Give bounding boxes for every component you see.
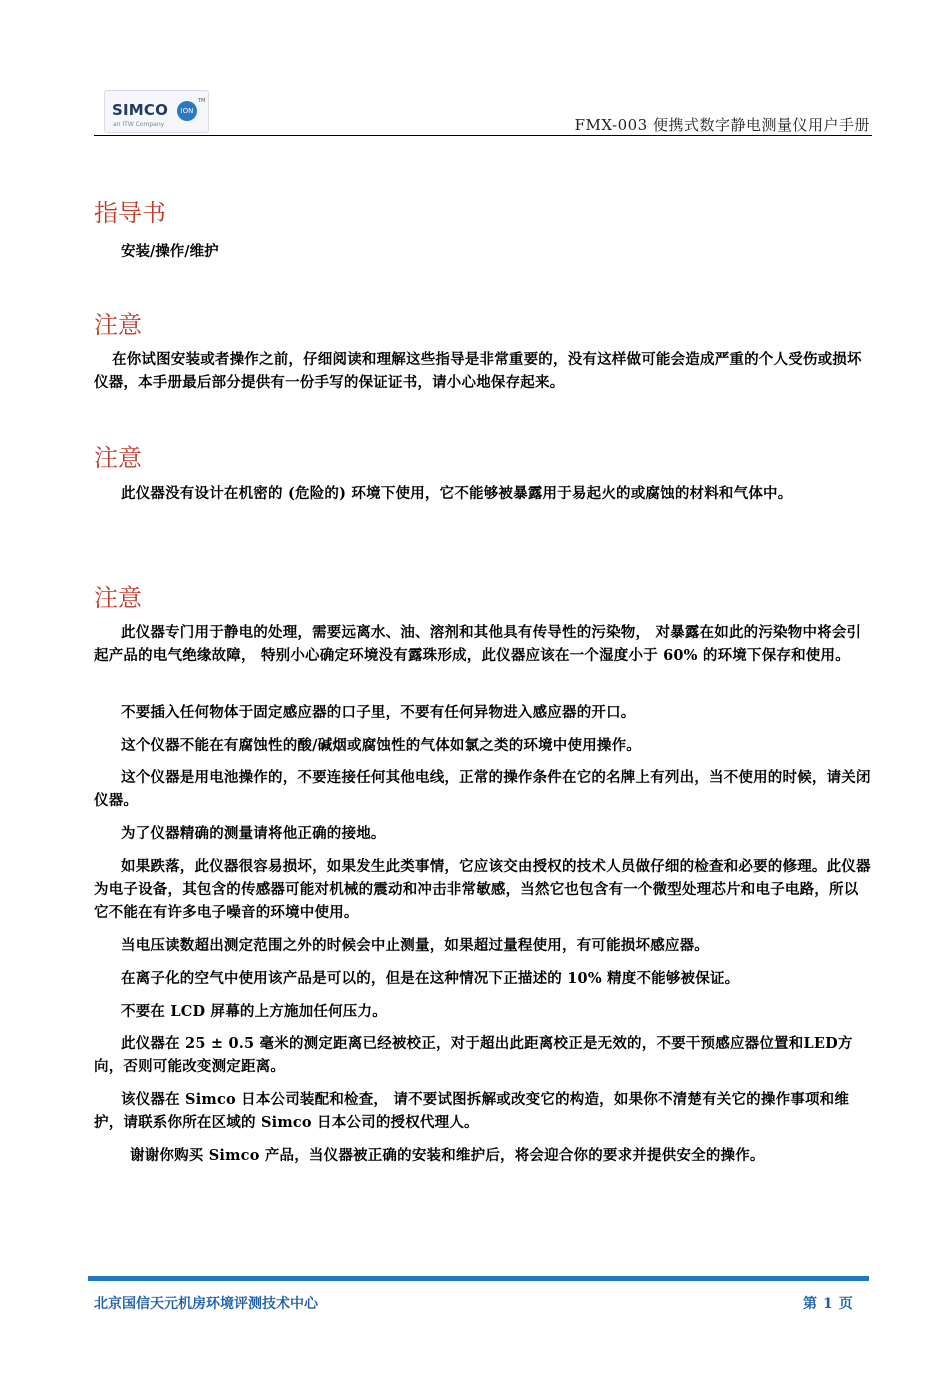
- footer-divider: [88, 1276, 869, 1281]
- logo-subtitle: an ITW Company: [113, 121, 165, 128]
- notice-paragraph: 为了仪器精确的测量请将他正确的接地。: [121, 825, 386, 842]
- section-heading-notice-3: 注意: [94, 584, 142, 612]
- notice-paragraph: 这个仪器是用电池操作的，不要连接任何其他电线，正常的操作条件在它的名牌上有列出，当不使用的时候，请关闭仪器。: [94, 769, 871, 809]
- section-subtitle: 安装/操作/维护: [121, 243, 219, 260]
- notice-paragraph: 不要在 LCD 屏幕的上方施加任何压力。: [121, 1003, 387, 1020]
- notice-paragraph: 如果跌落，此仪器很容易损坏，如果发生此类事情，它应该交由授权的技术人员做仔细的检查和必要的修理。此仪器为电子设备，其包含的传感器可能对机械的震动和冲击非常敏感，当然它也包含有一个微型处理芯片和电子电路，所以它不能在有许多电子噪音的环境中使用。: [94, 858, 871, 921]
- simco-logo: [104, 90, 209, 133]
- page-number-label: [800, 1293, 856, 1313]
- footer-organization: 北京国信天元机房环境评测技术中心: [94, 1296, 318, 1312]
- notice-paragraph: 此仪器在 25 ± 0.5 毫米的测定距离已经被校正，对于超出此距离校正是无效的，不要干预感应器位置和LED方向，否则可能改变测定距离。: [94, 1035, 853, 1075]
- logo-trademark: TM: [198, 98, 206, 104]
- page-number: 1: [823, 1296, 833, 1312]
- section-heading-notice-2: 注意: [94, 444, 142, 472]
- page-suffix: 页: [838, 1296, 853, 1312]
- notice-paragraph: 此仪器专门用于静电的处理，需要远离水、油、溶剂和其他具有传导性的污染物， 对暴露在如此的污染物中将会引起产品的电气绝缘故障， 特别小心确定环境没有露珠形成，此仪器应该在一个湿度小于 60% 的环境下保存和使用。: [94, 624, 862, 664]
- notice-paragraph: 当电压读数超出测定范围之外的时候会中止测量，如果超过量程使用，有可能损坏感应器。: [121, 937, 709, 954]
- logo-text: SIMCO: [112, 101, 169, 119]
- section-heading-notice-1: 注意: [94, 311, 142, 339]
- notice-paragraph: 谢谢你购买 Simco 产品，当仪器被正确的安装和维护后，将会迎合你的要求并提供安全的操作。: [130, 1147, 765, 1164]
- notice-paragraph-1: 在你试图安装或者操作之前，仔细阅读和理解这些指导是非常重要的，没有这样做可能会造成严重的个人受伤或损坏仪器，本手册最后部分提供有一份手写的保证证书，请小心地保存起来。: [94, 351, 862, 391]
- notice-paragraph: 不要插入任何物体于固定感应器的口子里，不要有任何异物进入感应器的开口。: [121, 704, 636, 721]
- notice-paragraph: 该仪器在 Simco 日本公司装配和检查， 请不要试图拆解或改变它的构造，如果你不清楚有关它的操作事项和维护，请联系你所在区域的 Simco 日本公司的授权代理人。: [94, 1091, 850, 1131]
- section-heading-guide: 指导书: [94, 199, 166, 227]
- page-prefix: 第: [803, 1296, 817, 1312]
- notice-paragraph-2: 此仪器没有设计在机密的 (危险的) 环境下使用，它不能够被暴露用于易起火的或腐蚀的材料和气体中。: [121, 485, 793, 502]
- notice-paragraph: 这个仪器不能在有腐蚀性的酸/碱烟或腐蚀性的气体如氯之类的环境中使用操作。: [121, 737, 641, 754]
- header-divider: [94, 135, 872, 136]
- notice-paragraph: 在离子化的空气中使用该产品是可以的，但是在这种情况下正描述的 10% 精度不能够被保证。: [121, 970, 740, 987]
- document-title: FMX-003 便携式数字静电测量仪用户手册: [574, 116, 870, 134]
- ion-badge-icon: ION: [177, 101, 197, 121]
